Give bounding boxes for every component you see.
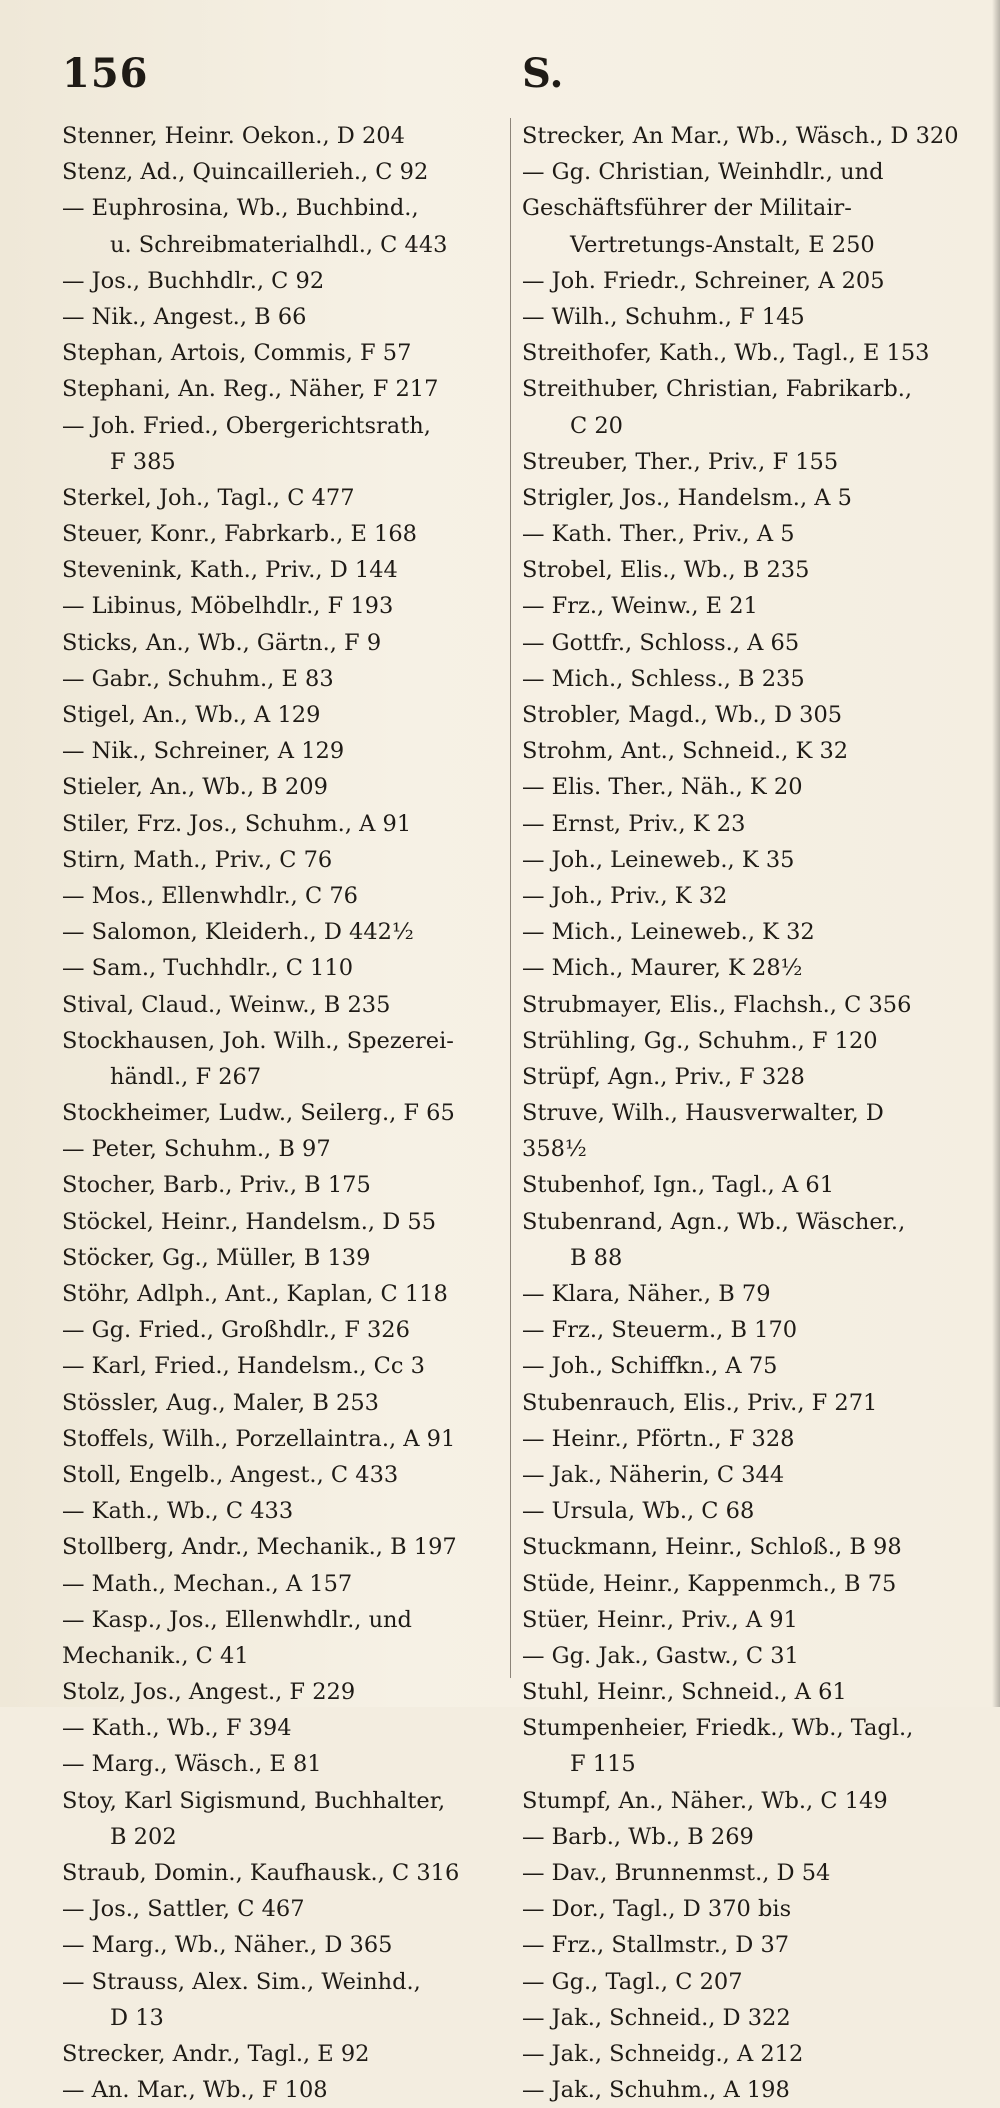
directory-entry: Stoy, Karl Sigismund, Buchhalter, <box>62 1787 446 1814</box>
directory-entry: — Gg. Jak., Gastw., C 31 <box>522 1642 799 1669</box>
directory-entry: Streithuber, Christian, Fabrikarb., <box>522 376 913 403</box>
directory-entry: Stival, Claud., Weinw., B 235 <box>62 991 391 1018</box>
directory-entry: Stolz, Jos., Angest., F 229 <box>62 1679 356 1706</box>
directory-entry: B 88 <box>570 1244 623 1271</box>
directory-entry: Stoffels, Wilh., Porzellaintra., A 91 <box>62 1425 456 1452</box>
page-header <box>62 50 940 110</box>
directory-entry: Sticks, An., Wb., Gärtn., F 9 <box>62 629 382 656</box>
directory-entry: Stirn, Math., Priv., C 76 <box>62 846 333 873</box>
directory-entry: — Jak., Schneidg., A 212 <box>522 2040 804 2067</box>
directory-entry: — Jos., Buchhdlr., C 92 <box>62 267 325 294</box>
directory-entry: — Wilh., Schuhm., F 145 <box>522 303 805 330</box>
directory-entry: — Joh., Schiffkn., A 75 <box>522 1353 778 1380</box>
directory-entry: — Gabr., Schuhm., E 83 <box>62 665 334 692</box>
directory-entry: Stöckel, Heinr., Handelsm., D 55 <box>62 1208 437 1235</box>
directory-entry: händl., F 267 <box>110 1063 262 1090</box>
directory-entry: — Frz., Stallmstr., D 37 <box>522 1932 790 1959</box>
directory-entry: — Joh., Priv., K 32 <box>522 882 728 909</box>
directory-entry: Straub, Domin., Kaufhausk., C 316 <box>62 1860 460 1886</box>
directory-entry: — Mich., Schless., B 235 <box>522 665 805 692</box>
directory-entry: — Heinr., Pförtn., F 328 <box>522 1425 795 1452</box>
directory-entry: Vertretungs-Anstalt, E 250 <box>570 231 875 258</box>
directory-entry: Strigler, Jos., Handelsm., A 5 <box>522 484 852 511</box>
directory-entry: — Dor., Tagl., D 370 bis <box>522 1896 792 1923</box>
directory-entry: — Gottfr., Schloss., A 65 <box>522 629 800 656</box>
directory-entry: Stenz, Ad., Quincaillerieh., C 92 <box>62 159 429 186</box>
directory-entry: — Mich., Maurer, K 28½ <box>522 955 803 982</box>
directory-entry: — Kath., Wb., F 394 <box>62 1715 292 1742</box>
directory-entry: C 20 <box>570 412 623 439</box>
directory-entry: — Nik., Schreiner, A 129 <box>62 738 345 765</box>
directory-entry: Stumpenheier, Friedk., Wb., Tagl., <box>522 1715 914 1742</box>
directory-entry: — Ernst, Priv., K 23 <box>522 810 746 837</box>
directory-entry: Strobler, Magd., Wb., D 305 <box>522 702 843 728</box>
directory-entry: Stenner, Heinr. Oekon., D 204 <box>62 123 405 149</box>
directory-entry: Stöcker, Gg., Müller, B 139 <box>62 1244 371 1271</box>
directory-entry: — Jak., Schneid., D 322 <box>522 2004 791 2031</box>
directory-entry: B 202 <box>110 1823 177 1850</box>
directory-entry: Stöhr, Adlph., Ant., Kaplan, C 118 <box>62 1281 448 1307</box>
directory-entry: — Frz., Steuerm., B 170 <box>522 1317 798 1344</box>
directory-entry: — Salomon, Kleiderh., D 442½ <box>62 919 414 946</box>
directory-entry: — Libinus, Möbelhdlr., F 193 <box>62 593 394 620</box>
directory-columns <box>62 118 980 2104</box>
directory-entry: Stuckmann, Heinr., Schloß., B 98 <box>522 1534 902 1561</box>
directory-entry: — Dav., Brunnenmst., D 54 <box>522 1860 831 1886</box>
directory-entry: Stephan, Artois, Commis, F 57 <box>62 340 412 367</box>
directory-entry: — Gg., Tagl., C 207 <box>522 1968 743 1995</box>
directory-entry: Stollberg, Andr., Mechanik., B 197 <box>62 1534 457 1561</box>
directory-entry: — Karl, Fried., Handelsm., Cc 3 <box>62 1353 425 1380</box>
directory-entry: u. Schreibmaterialhdl., C 443 <box>110 231 448 258</box>
directory-entry: — Math., Mechan., A 157 <box>62 1570 353 1597</box>
directory-entry: Strubmayer, Elis., Flachsh., C 356 <box>522 991 912 1018</box>
section-letter: S. <box>522 50 564 97</box>
page-edge-shadow <box>992 0 1000 1707</box>
directory-entry: — Jak., Schuhm., A 198 <box>522 2077 790 2104</box>
directory-entry: — Gg. Christian, Weinhdlr., und <box>522 159 884 186</box>
directory-entry: — Peter, Schuhm., B 97 <box>62 1136 331 1163</box>
directory-entry: — Jos., Sattler, C 467 <box>62 1896 305 1923</box>
directory-entry: Mechanik., C 41 <box>62 1642 249 1669</box>
directory-entry: Strecker, An Mar., Wb., Wäsch., D 320 <box>522 123 959 149</box>
directory-entry: Stuhl, Heinr., Schneid., A 61 <box>522 1679 847 1706</box>
directory-entry: — Gg. Fried., Großhdlr., F 326 <box>62 1317 410 1344</box>
directory-entry: — Euphrosina, Wb., Buchbind., <box>62 195 419 222</box>
directory-entry: Stiler, Frz. Jos., Schuhm., A 91 <box>62 810 412 837</box>
directory-entry: Stüer, Heinr., Priv., A 91 <box>522 1606 798 1633</box>
directory-entry: — An. Mar., Wb., F 108 <box>62 2077 328 2104</box>
directory-entry: — Joh., Leineweb., K 35 <box>522 846 795 873</box>
directory-entry: — Joh. Friedr., Schreiner, A 205 <box>522 267 885 294</box>
page-number: 156 <box>62 50 149 97</box>
directory-entry: — Joh. Fried., Obergerichtsrath, <box>62 412 431 439</box>
directory-entry: — Kasp., Jos., Ellenwhdlr., und <box>62 1606 412 1633</box>
directory-entry: Strohm, Ant., Schneid., K 32 <box>522 738 849 765</box>
directory-entry: — Frz., Weinw., E 21 <box>522 593 758 620</box>
directory-entry: Stocher, Barb., Priv., B 175 <box>62 1172 371 1199</box>
directory-entry: — Barb., Wb., B 269 <box>522 1823 754 1850</box>
directory-entry: Strüpf, Agn., Priv., F 328 <box>522 1063 805 1090</box>
directory-entry: — Nik., Angest., B 66 <box>62 303 307 330</box>
directory-entry: Streithofer, Kath., Wb., Tagl., E 153 <box>522 340 930 367</box>
directory-entry: Stüde, Heinr., Kappenmch., B 75 <box>522 1570 897 1597</box>
directory-entry: Struve, Wilh., Hausverwalter, D <box>522 1100 884 1127</box>
directory-entry: D 13 <box>110 2004 164 2031</box>
directory-entry: Strühling, Gg., Schuhm., F 120 <box>522 1027 878 1054</box>
directory-entry: Stieler, An., Wb., B 209 <box>62 774 328 801</box>
directory-entry: Stumpf, An., Näher., Wb., C 149 <box>522 1787 888 1814</box>
directory-entry: Stevenink, Kath., Priv., D 144 <box>62 557 398 584</box>
directory-entry: Streuber, Ther., Priv., F 155 <box>522 448 839 475</box>
directory-entry: Sterkel, Joh., Tagl., C 477 <box>62 484 355 511</box>
directory-entry: F 385 <box>110 448 176 475</box>
directory-entry: — Sam., Tuchhdlr., C 110 <box>62 955 354 982</box>
directory-entry: Stubenrauch, Elis., Priv., F 271 <box>522 1389 878 1416</box>
directory-entry: Stockhausen, Joh. Wilh., Spezerei- <box>62 1027 454 1054</box>
column-divider <box>510 118 511 1678</box>
directory-entry: — Mos., Ellenwhdlr., C 76 <box>62 882 358 909</box>
directory-entry: Stubenhof, Ign., Tagl., A 61 <box>522 1172 835 1199</box>
directory-entry: Stockheimer, Ludw., Seilerg., F 65 <box>62 1100 455 1127</box>
directory-entry: Steuer, Konr., Fabrkarb., E 168 <box>62 521 417 548</box>
directory-entry: — Ursula, Wb., C 68 <box>522 1498 755 1525</box>
directory-entry: Stössler, Aug., Maler, B 253 <box>62 1389 379 1416</box>
directory-entry: — Elis. Ther., Näh., K 20 <box>522 774 803 801</box>
directory-entry: — Kath. Ther., Priv., A 5 <box>522 521 795 548</box>
directory-entry: 358½ <box>522 1136 587 1163</box>
directory-entry: — Jak., Näherin, C 344 <box>522 1461 785 1488</box>
directory-entry: Strecker, Andr., Tagl., E 92 <box>62 2040 370 2067</box>
directory-entry: Geschäftsführer der Militair- <box>522 195 852 222</box>
directory-entry: — Klara, Näher., B 79 <box>522 1281 771 1307</box>
directory-entry: Stubenrand, Agn., Wb., Wäscher., <box>522 1208 906 1235</box>
directory-entry: Stigel, An., Wb., A 129 <box>62 702 321 728</box>
directory-entry: F 115 <box>570 1751 636 1778</box>
directory-entry: Stoll, Engelb., Angest., C 433 <box>62 1461 399 1488</box>
directory-entry: — Marg., Wäsch., E 81 <box>62 1751 322 1778</box>
directory-entry: — Marg., Wb., Näher., D 365 <box>62 1932 393 1959</box>
directory-entry: — Strauss, Alex. Sim., Weinhd., <box>62 1968 421 1995</box>
directory-entry: — Kath., Wb., C 433 <box>62 1498 294 1525</box>
directory-entry: Stephani, An. Reg., Näher, F 217 <box>62 376 439 403</box>
directory-entry: Strobel, Elis., Wb., B 235 <box>522 557 810 584</box>
directory-entry: — Mich., Leineweb., K 32 <box>522 919 815 946</box>
left-column <box>62 118 482 2108</box>
right-column <box>522 118 959 2108</box>
